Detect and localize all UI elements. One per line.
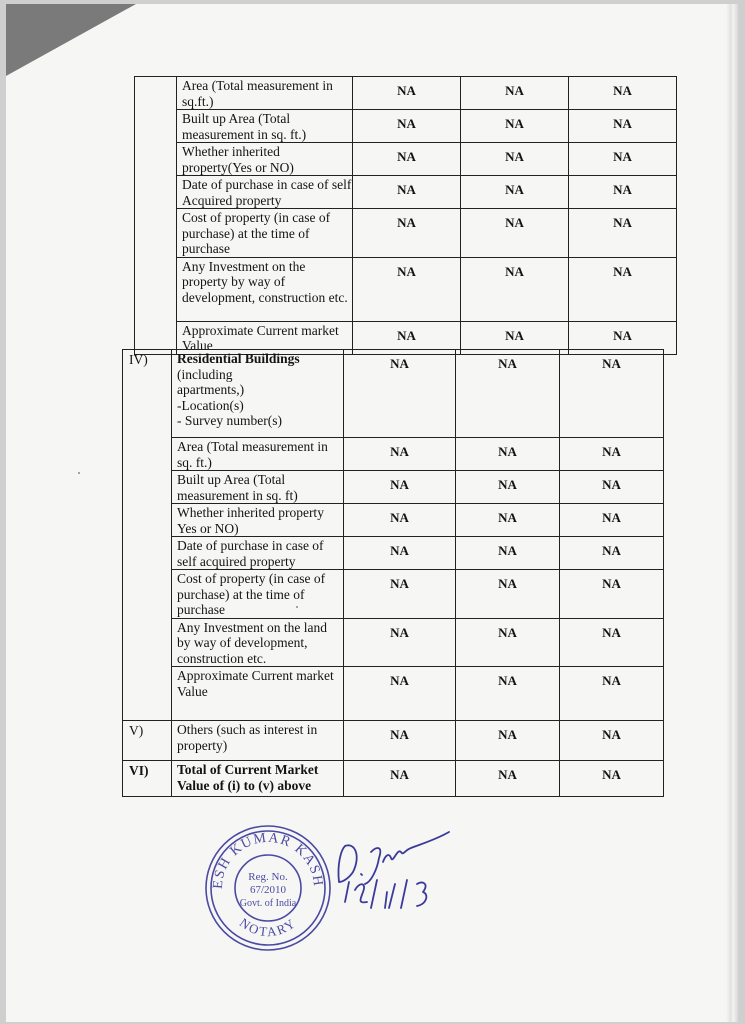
- value-cell: NA: [353, 110, 461, 143]
- row-number-iv: IV): [123, 350, 172, 721]
- notary-stamp: [202, 822, 334, 954]
- value-cell: NA: [560, 570, 664, 619]
- value-cell: NA: [353, 77, 461, 110]
- value-cell: NA: [569, 257, 677, 321]
- value-cell: NA: [569, 321, 677, 354]
- row-number-v: V): [123, 721, 172, 761]
- table-row: [123, 471, 664, 504]
- table-row: [135, 209, 677, 258]
- row-label: Total of Current Market Value of (i) to (v) above: [172, 761, 344, 797]
- stamp-reg-line1: Reg. No.: [248, 871, 288, 883]
- value-cell: NA: [344, 618, 456, 667]
- value-cell: NA: [344, 438, 456, 471]
- row-label: Others (such as interest in property): [172, 721, 344, 761]
- value-cell: NA: [344, 667, 456, 721]
- handwritten-signature: [331, 812, 481, 922]
- table-row: [135, 110, 677, 143]
- page-edge: [726, 4, 738, 1022]
- table-row: [135, 143, 677, 176]
- stamp-title: NOTARY: [236, 914, 300, 940]
- value-cell: NA: [461, 110, 569, 143]
- paper-speck: [296, 606, 298, 608]
- table-row: [123, 504, 664, 537]
- table-section-iv-vi: [122, 349, 664, 797]
- value-cell: NA: [560, 471, 664, 504]
- row-number-vi: VI): [123, 761, 172, 797]
- row-label: Built up Area (Total measurement in sq. ft.): [177, 110, 353, 143]
- value-cell: NA: [456, 471, 560, 504]
- residential-heading-sub-3: -Location(s): [177, 397, 244, 413]
- value-cell: NA: [560, 721, 664, 761]
- value-cell: NA: [560, 350, 664, 438]
- value-cell: NA: [456, 570, 560, 619]
- value-cell: NA: [569, 77, 677, 110]
- residential-heading-sub-2: apartments,): [177, 382, 245, 397]
- table-row: [123, 618, 664, 667]
- value-cell: NA: [456, 504, 560, 537]
- value-cell: NA: [456, 438, 560, 471]
- stamp-reg-line3: Govt. of India: [239, 898, 297, 909]
- table-section-a: [134, 76, 677, 355]
- table-row-iv-heading: [123, 350, 664, 438]
- value-cell: NA: [344, 721, 456, 761]
- table-row-section-v: [123, 721, 664, 761]
- table-row: [123, 570, 664, 619]
- table-row: [123, 438, 664, 471]
- value-cell: NA: [353, 257, 461, 321]
- residential-heading-sub-4: - Survey number(s): [177, 413, 282, 428]
- value-cell: NA: [456, 667, 560, 721]
- value-cell: NA: [560, 618, 664, 667]
- table-row: [135, 257, 677, 321]
- row-label: Date of purchase in case of self Acquired property: [177, 176, 353, 209]
- row-label: Approximate Current market Value: [172, 667, 344, 721]
- row-label: Cost of property (in case of purchase) at the time of purchase: [172, 570, 344, 619]
- value-cell: NA: [461, 77, 569, 110]
- row-label: Built up Area (Total measurement in sq. ft): [172, 471, 344, 504]
- value-cell: NA: [344, 504, 456, 537]
- row-label: Area (Total measurement in sq.ft.): [177, 77, 353, 110]
- value-cell: NA: [569, 110, 677, 143]
- table-row: [135, 176, 677, 209]
- document-page: [6, 4, 736, 1022]
- value-cell: NA: [353, 321, 461, 354]
- value-cell: NA: [344, 761, 456, 797]
- residential-heading-title: Residential Buildings: [177, 351, 300, 366]
- paper-speck: [78, 472, 80, 474]
- value-cell: NA: [569, 143, 677, 176]
- stamp-title-text: [237, 915, 299, 940]
- value-cell: NA: [560, 667, 664, 721]
- folded-corner: [6, 4, 136, 76]
- value-cell: NA: [456, 350, 560, 438]
- row-label: Any Investment on the property by way of development, construction etc.: [177, 257, 353, 321]
- stamp-name: ESH KUMAR KASH: [210, 830, 326, 890]
- row-label: Area (Total measurement in sq. ft.): [172, 438, 344, 471]
- value-cell: NA: [353, 143, 461, 176]
- residential-buildings-heading: [172, 350, 344, 438]
- value-cell: NA: [353, 176, 461, 209]
- value-cell: NA: [456, 761, 560, 797]
- table-row: [123, 537, 664, 570]
- value-cell: NA: [461, 143, 569, 176]
- value-cell: NA: [560, 537, 664, 570]
- value-cell: NA: [560, 761, 664, 797]
- value-cell: NA: [569, 176, 677, 209]
- stamp-reg-line2: 67/2010: [249, 884, 287, 896]
- row-label: Approximate Current market Value: [177, 321, 353, 354]
- row-label: Any Investment on the land by way of development, construction etc.: [172, 618, 344, 667]
- value-cell: NA: [344, 471, 456, 504]
- table-row: [135, 77, 677, 110]
- value-cell: NA: [353, 209, 461, 258]
- row-label: Cost of property (in case of purchase) at the time of purchase: [177, 209, 353, 258]
- value-cell: NA: [344, 350, 456, 438]
- value-cell: NA: [461, 321, 569, 354]
- row-label: Whether inherited property Yes or NO): [172, 504, 344, 537]
- value-cell: NA: [344, 570, 456, 619]
- value-cell: NA: [456, 537, 560, 570]
- row-label: Date of purchase in case of self acquired property: [172, 537, 344, 570]
- value-cell: NA: [461, 176, 569, 209]
- residential-heading-sub-1: (including: [177, 366, 233, 382]
- value-cell: NA: [456, 721, 560, 761]
- value-cell: NA: [456, 618, 560, 667]
- row-number-cell: [135, 77, 177, 355]
- table-row-section-vi: [123, 761, 664, 797]
- value-cell: NA: [344, 537, 456, 570]
- value-cell: NA: [569, 209, 677, 258]
- table-row: [123, 667, 664, 721]
- value-cell: NA: [560, 438, 664, 471]
- value-cell: NA: [560, 504, 664, 537]
- value-cell: NA: [461, 209, 569, 258]
- value-cell: NA: [461, 257, 569, 321]
- row-label: Whether inherited property(Yes or NO): [177, 143, 353, 176]
